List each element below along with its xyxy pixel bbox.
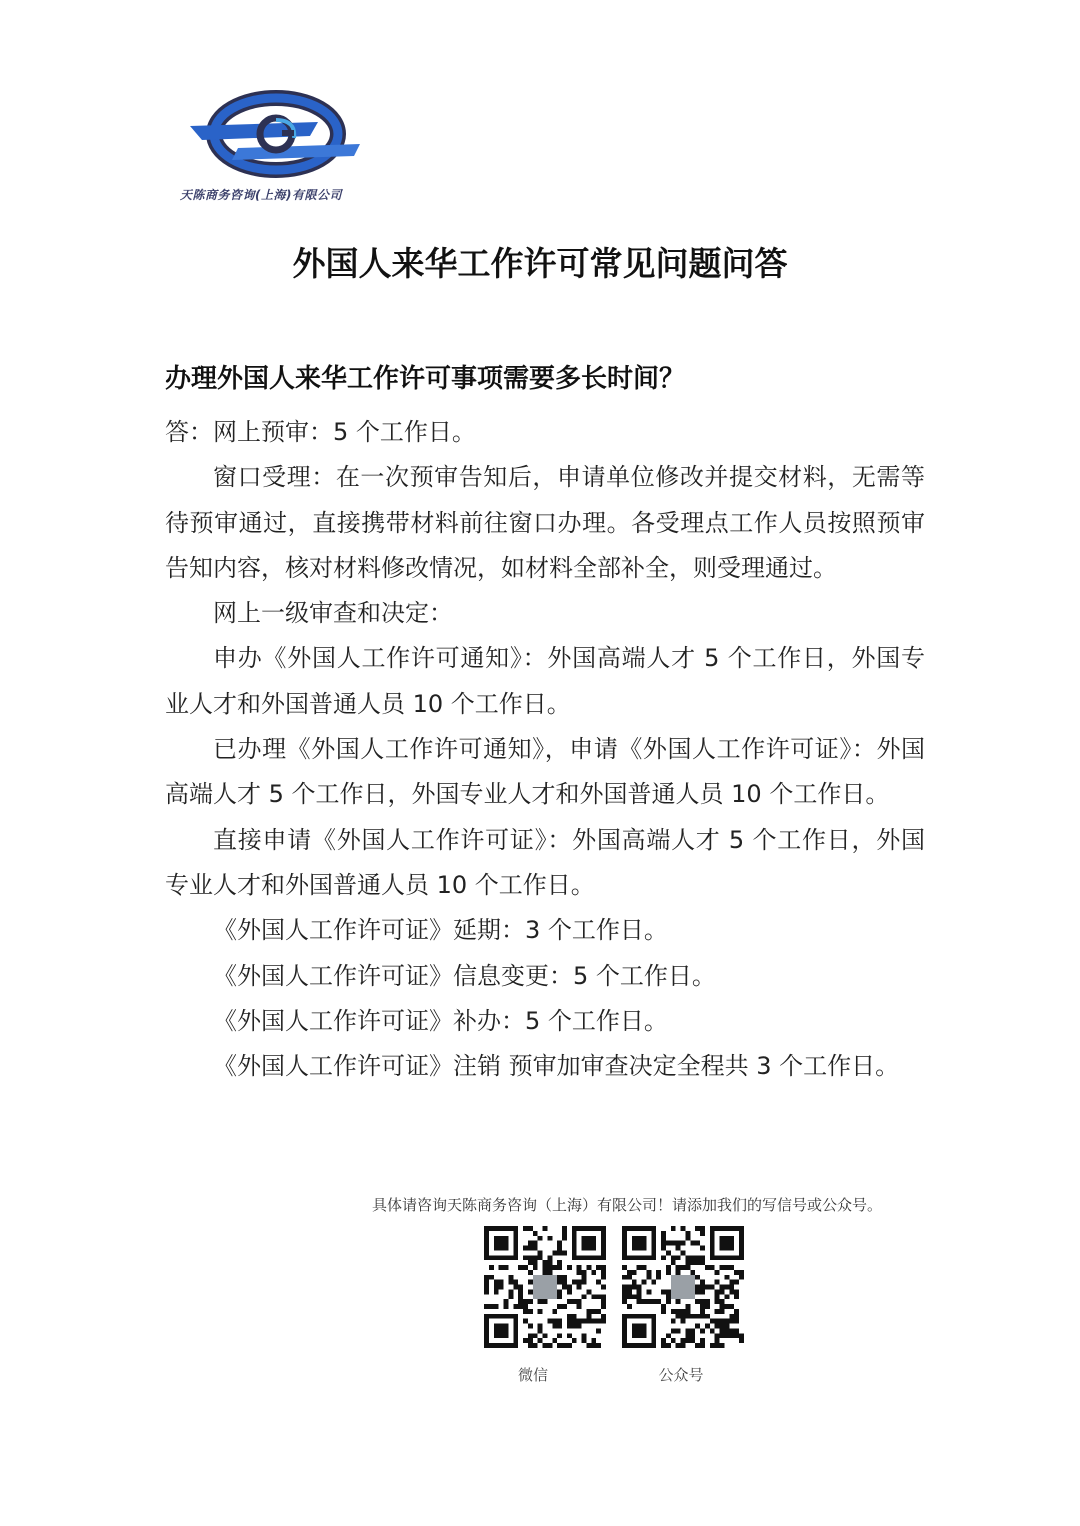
question-heading: 办理外国人来华工作许可事项需要多长时间？	[165, 364, 686, 394]
answer-paragraph: 《外国人工作许可证》信息变更：5 个工作日。	[213, 961, 716, 990]
answer-paragraph: 网上一级审查和决定：	[213, 599, 453, 628]
page-title: 外国人来华工作许可常见问题问答	[292, 244, 788, 283]
answer-paragraph: 《外国人工作许可证》补办：5 个工作日。	[213, 1006, 668, 1035]
official-account-qr-code-icon[interactable]	[622, 1226, 744, 1348]
answer-paragraph: 已办理《外国人工作许可通知》，申请《外国人工作许可证》：外国高端人才 5 个工作日，外国专业人才和外国普通人员 10 个工作日。	[165, 735, 925, 809]
official-account-qr-caption: 公众号	[658, 1366, 704, 1384]
answer-body	[165, 410, 925, 1089]
answer-paragraph: 申办《外国人工作许可通知》：外国高端人才 5 个工作日，外国专业人才和外国普通人员 10 个工作日。	[165, 644, 925, 718]
answer-paragraph: 直接申请《外国人工作许可证》：外国高端人才 5 个工作日，外国专业人才和外国普通人员 10 个工作日。	[165, 825, 925, 899]
answer-paragraph: 窗口受理：在一次预审告知后，申请单位修改并提交材料，无需等待预审通过，直接携带材料前往窗口办理。各受理点工作人员按照预审告知内容，核对材料修改情况，如材料全部补全，则受理通过。	[165, 463, 925, 582]
wechat-qr-code-icon[interactable]	[484, 1226, 606, 1348]
logo-caption: 天陈商务咨询(上海)有限公司	[180, 188, 342, 202]
contact-note: 具体请咨询天陈商务咨询（上海）有限公司！请添加我们的写信号或公众号。	[372, 1196, 883, 1214]
answer-paragraph: 《外国人工作许可证》延期：3 个工作日。	[213, 916, 668, 945]
wechat-qr-caption: 微信	[517, 1366, 548, 1384]
answer-paragraph: 《外国人工作许可证》注销 预审加审查决定全程共 3 个工作日。	[213, 1052, 900, 1081]
answer-paragraph: 答：网上预审：5 个工作日。	[165, 418, 476, 446]
